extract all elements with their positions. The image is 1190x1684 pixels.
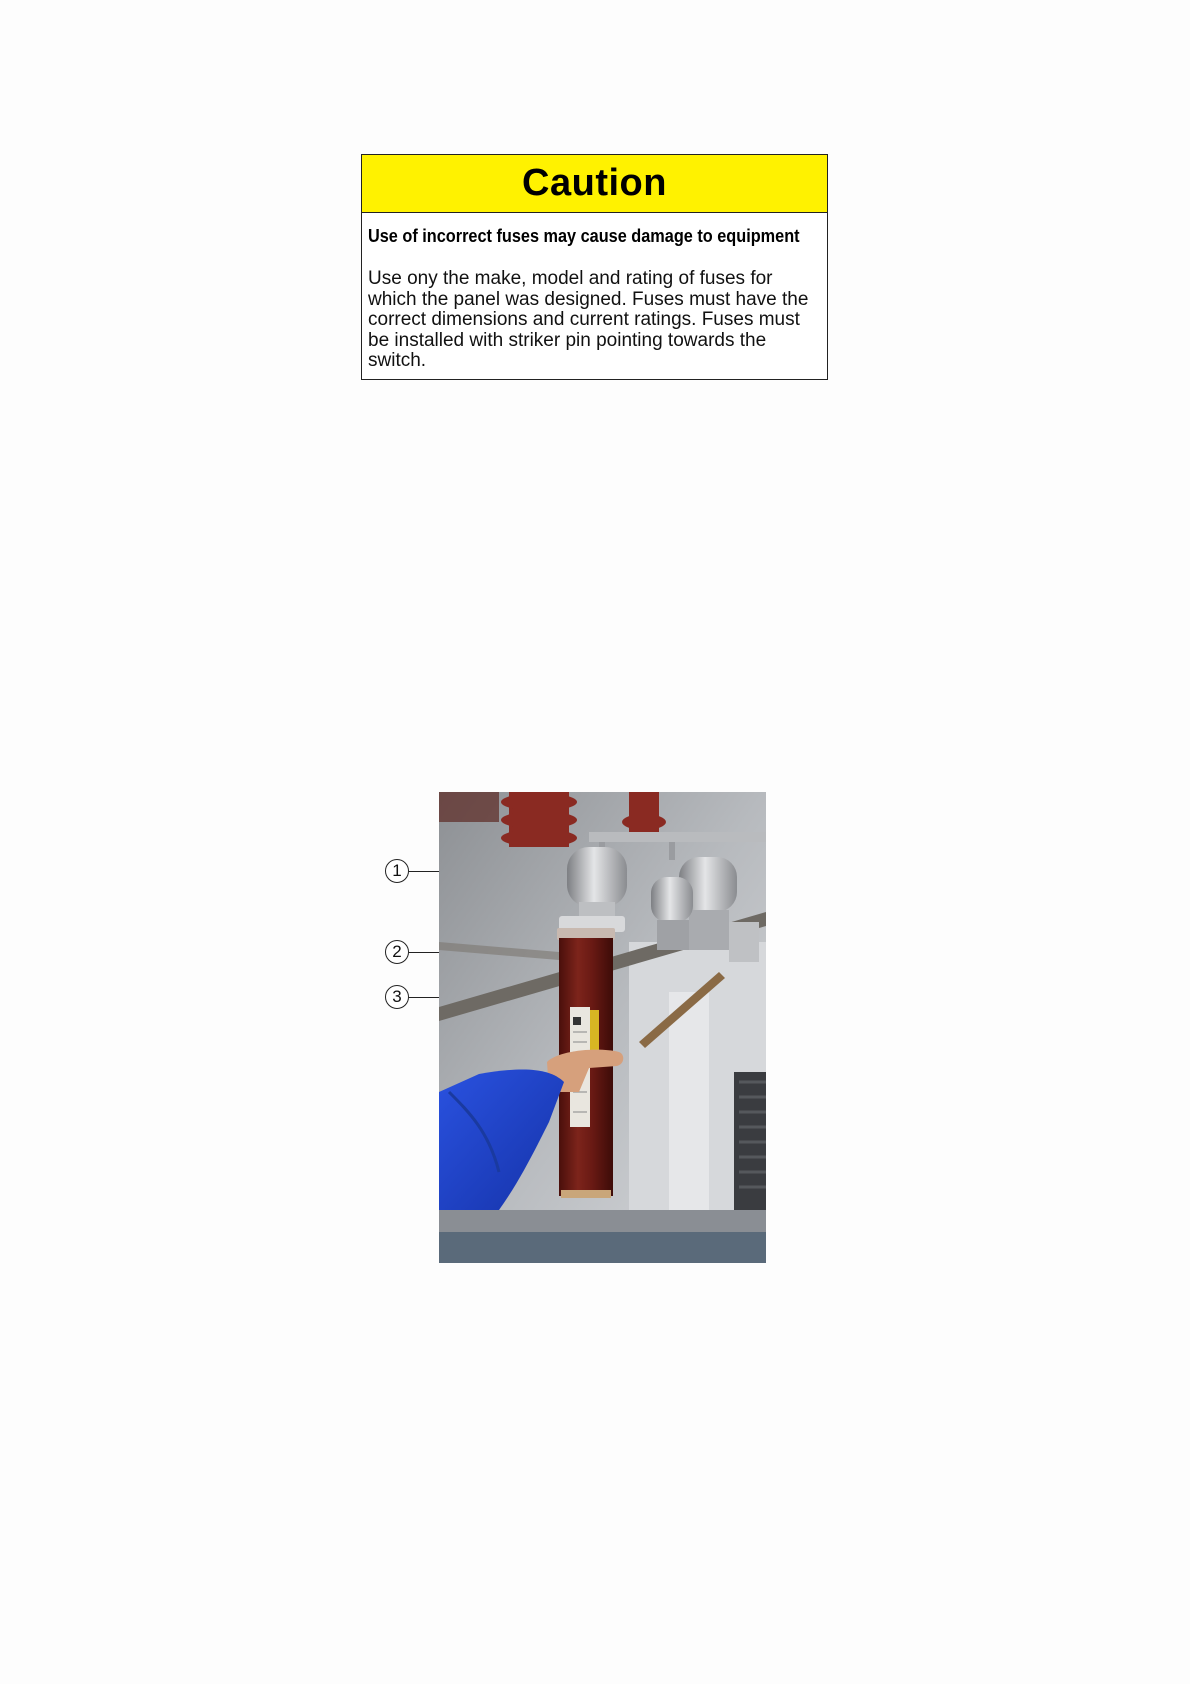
callout-2: 2 xyxy=(385,940,409,964)
caution-notice xyxy=(361,154,828,380)
fuse-installation-photo xyxy=(439,792,766,1263)
callout-1: 1 xyxy=(385,859,409,883)
caution-body-text: Use ony the make, model and rating of fuses for which the panel was designed. Fuses must have the correct dimensions and current ratings. Fuses must be installed with striker pin pointing towards the switch. xyxy=(368,268,809,371)
caution-title: Caution xyxy=(362,155,827,213)
fuse-photo-illustration xyxy=(439,792,766,1263)
caution-subheading: Use of incorrect fuses may cause damage to equipment xyxy=(368,225,800,246)
callout-3: 3 xyxy=(385,985,409,1009)
